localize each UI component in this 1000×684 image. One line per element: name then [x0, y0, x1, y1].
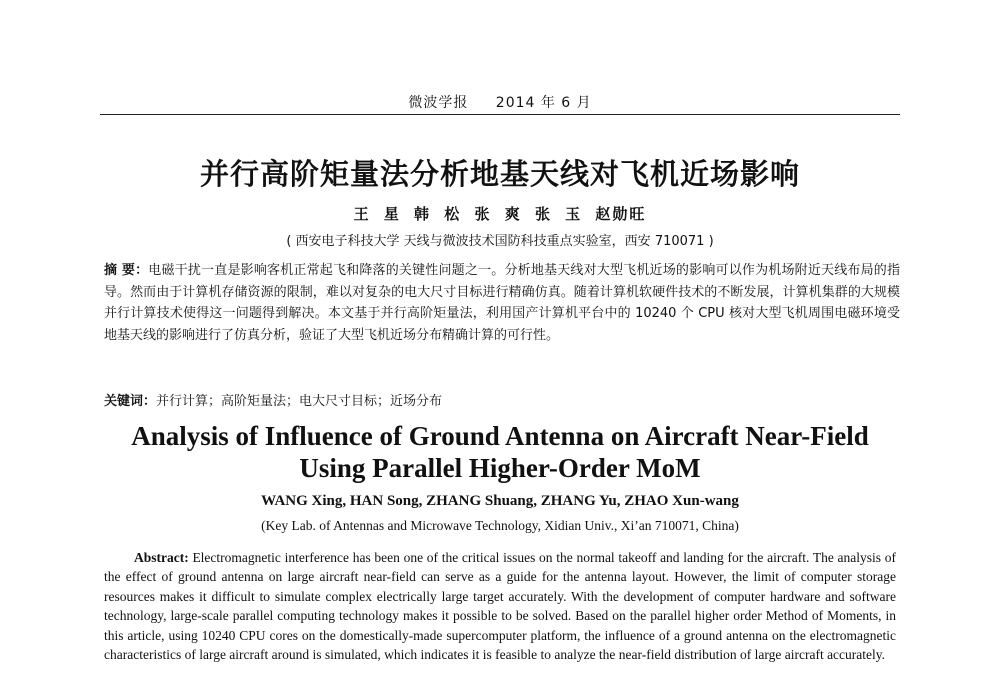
chinese-keywords-label: 关键词：	[104, 394, 157, 409]
english-authors: WANG Xing, HAN Song, ZHANG Shuang, ZHANG Yu, ZHAO Xun-wang	[261, 493, 739, 509]
journal-name: 微波学报	[408, 95, 469, 111]
header-rule	[100, 114, 900, 115]
english-abstract-text: Electromagnetic interference has been one of the critical issues on the normal takeoff and landing for the aircraft. The analysis of the effect of ground antenna on large aircraft near-field can serve as a guide for the antenna layout. However, the limit of computer storage resources makes it difficult to simulate complex electrically large target accurately. With the development of computer hardware and software technology, large-scale parallel computing technology makes it possible to be solved. Based on the parallel higher order Method of Moments, in this article, using 10240 CPU cores on the domestically-made supercomputer platform, the influence of a ground antenna on the electromagnetic characteristics of large aircraft around is simulated, which indicates it is feasible to analyze the near-field distribution of large aircraft accurately.	[104, 550, 896, 663]
english-affiliation: (Key Lab. of Antennas and Microwave Technology, Xidian Univ., Xi’an 710071, China)	[261, 518, 739, 533]
chinese-authors: 王 星 韩 松 张 爽 张 玉 赵勋旺	[353, 205, 647, 223]
chinese-keywords-text: 并行计算；高阶矩量法；电大尺寸目标；近场分布	[156, 394, 443, 409]
chinese-keywords	[104, 390, 900, 409]
chinese-abstract	[104, 260, 900, 346]
chinese-title: 并行高阶矩量法分析地基天线对飞机近场影响	[199, 157, 800, 191]
chinese-affiliation: ( 西安电子科技大学 天线与微波技术国防科技重点实验室，西安 710071 )	[286, 234, 714, 249]
english-title-line2: Using Parallel Higher-Order MoM	[299, 453, 701, 483]
english-abstract-label: Abstract:	[134, 550, 189, 565]
chinese-abstract-label: 摘 要：	[104, 263, 149, 278]
running-header	[0, 92, 1000, 112]
english-title	[0, 420, 1000, 484]
english-abstract	[104, 548, 896, 664]
chinese-abstract-text: 电磁干扰一直是影响客机正常起飞和降落的关键性问题之一。分析地基天线对大型飞机近场的影响可以作为机场附近天线布局的指导。然而由于计算机存储资源的限制，难以对复杂的电大尺寸目标进行精确仿真。随着计算机软硬件技术的不断发展，计算机集群的大规模并行计算技术使得这一问题得到解决。本文基于并行高阶矩量法，利用国产计算机平台中的 10240 个 CPU 核对大型飞机周围电磁环境受地基天线的影响进行了仿真分析，验证了大型飞机近场分布精确计算的可行性。	[104, 263, 900, 343]
english-title-line1: Analysis of Influence of Ground Antenna on Aircraft Near-Field	[131, 421, 869, 451]
issue-date: 2014 年 6 月	[495, 95, 592, 111]
